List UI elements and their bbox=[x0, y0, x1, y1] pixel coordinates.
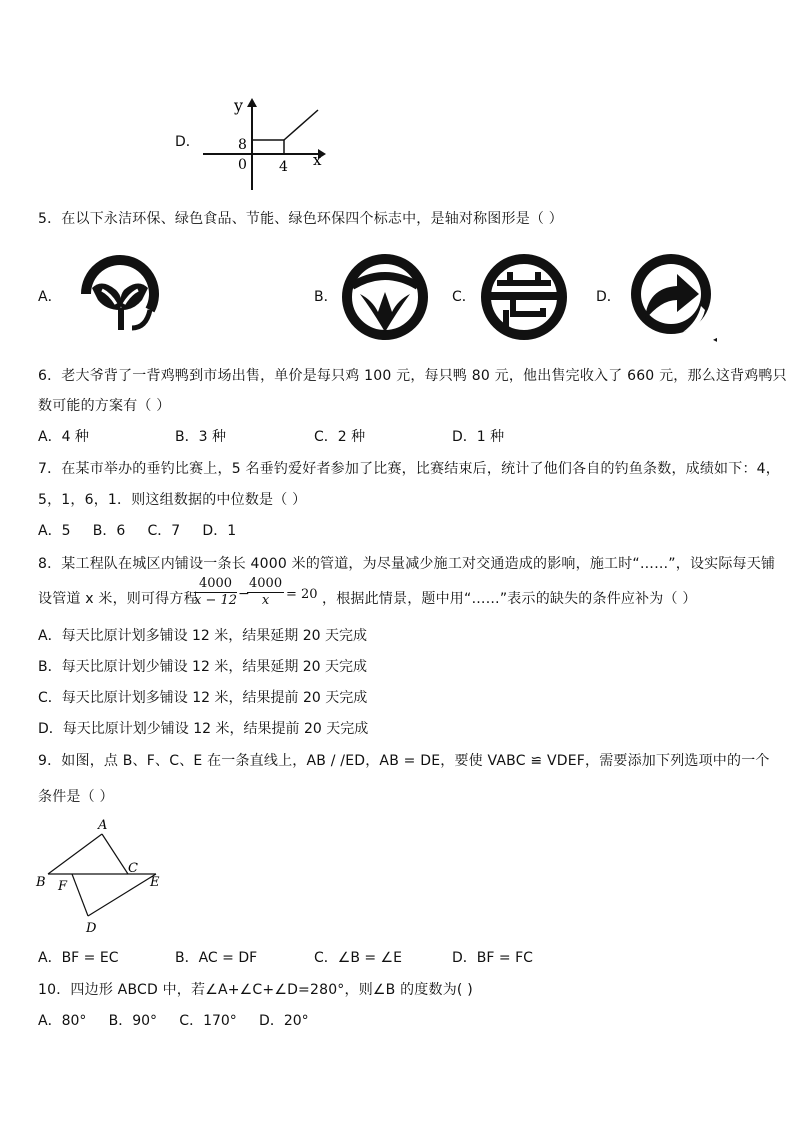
q9-figure bbox=[30, 812, 170, 936]
label-d: D bbox=[86, 921, 97, 936]
q8-fraction-2 bbox=[247, 576, 284, 609]
q8-line2-b: ，根据此情景，题中用“……”表示的缺失的条件应补为（ ） bbox=[322, 591, 697, 607]
q9-line2: 条件是（ ） bbox=[38, 789, 114, 805]
label-b: B bbox=[36, 875, 46, 890]
q9-line1: 9．如图，点 B、F、C、E 在一条直线上，AB / /ED，AB = DE，要使 VABC ≌ VDEF，需要添加下列选项中的一个 bbox=[38, 753, 770, 769]
x-tick-label: 4 bbox=[279, 159, 288, 175]
q9-option-d: D．BF = FC bbox=[452, 950, 533, 966]
q9-option-c: C．∠B = ∠E bbox=[314, 950, 402, 966]
q7-line2: 5，1，6，1．则这组数据的中位数是（ ） bbox=[38, 492, 307, 508]
q5-text: 5．在以下永洁环保、绿色食品、节能、绿色环保四个标志中，是轴对称图形是（ ） bbox=[38, 211, 563, 227]
q6-option-a: A．4 种 bbox=[38, 429, 89, 445]
y-tick-label: 8 bbox=[238, 137, 247, 153]
q8-fraction-1-numerator: 4000 bbox=[194, 576, 237, 593]
x-label: x bbox=[313, 151, 322, 169]
q8-fraction-2-numerator: 4000 bbox=[249, 576, 283, 591]
q5-option-c-label: C． bbox=[452, 289, 476, 305]
q10-text: 10．四边形 ABCD 中，若∠A+∠C+∠D=280°，则∠B 的度数为( ) bbox=[38, 982, 473, 998]
q8-fraction-1 bbox=[194, 576, 237, 609]
q7-line1: 7．在某市举办的垂钓比赛上，5 名垂钓爱好者参加了比赛，比赛结束后，统计了他们各自的钓鱼条数，成绩如下：4， bbox=[38, 461, 780, 477]
label-e: E bbox=[150, 875, 160, 890]
label-f: F bbox=[58, 879, 68, 894]
segment-df bbox=[72, 874, 88, 916]
q5-logo-b bbox=[338, 250, 432, 344]
q5-option-b-label: B． bbox=[314, 289, 338, 305]
label-c: C bbox=[128, 861, 138, 876]
segment-ac bbox=[102, 834, 128, 874]
graph-ray bbox=[284, 110, 318, 140]
svg-text:◂: ◂ bbox=[713, 335, 718, 344]
q8-option-d: D．每天比原计划少铺设 12 米，结果提前 20 天完成 bbox=[38, 721, 369, 737]
q4-option-d-graph bbox=[200, 95, 330, 195]
q8-option-b: B．每天比原计划少铺设 12 米，结果延期 20 天完成 bbox=[38, 659, 368, 675]
q9-option-b: B．AC = DF bbox=[175, 950, 258, 966]
q6-line2: 数可能的方案有（ ） bbox=[38, 398, 171, 414]
q5-option-d-label: D． bbox=[596, 289, 621, 305]
y-axis-arrow bbox=[247, 98, 257, 107]
q6-option-c: C．2 种 bbox=[314, 429, 366, 445]
graph-box bbox=[252, 140, 284, 154]
q8-line2-a: 设管道 x 米，则可得方程 bbox=[38, 591, 198, 607]
q8-equals: = 20 bbox=[286, 587, 318, 602]
q10-options: A．80° B．90° C．170° D．20° bbox=[38, 1013, 309, 1029]
label-a: A bbox=[98, 818, 108, 833]
q8-fraction-2-denominator: x bbox=[261, 593, 270, 608]
q5-logo-c bbox=[477, 250, 571, 344]
segment-ab bbox=[48, 834, 102, 874]
q7-options: A．5 B．6 C．7 D．1 bbox=[38, 523, 237, 539]
q8-line1: 8．某工程队在城区内铺设一条长 4000 米的管道，为尽量减少施工对交通造成的影响，施工时“……”，设实际每天铺 bbox=[38, 556, 776, 572]
q8-option-c: C．每天比原计划多铺设 12 米，结果提前 20 天完成 bbox=[38, 690, 368, 706]
q4-option-d-label: D． bbox=[175, 134, 200, 150]
y-label: y bbox=[234, 96, 244, 115]
q6-line1: 6．老大爷背了一背鸡鸭到市场出售，单价是每只鸡 100 元，每只鸭 80 元，他出售完收入了 660 元，那么这背鸡鸭只 bbox=[38, 368, 787, 384]
q5-logo-a bbox=[72, 248, 168, 340]
q6-option-d: D．1 种 bbox=[452, 429, 505, 445]
q8-fraction-1-denominator: x − 12 bbox=[194, 593, 238, 608]
q6-option-b: B．3 种 bbox=[175, 429, 226, 445]
q5-logo-d bbox=[625, 248, 721, 344]
q9-option-a: A．BF = EC bbox=[38, 950, 119, 966]
segment-ed bbox=[88, 874, 156, 916]
q8-option-a: A．每天比原计划多铺设 12 米，结果延期 20 天完成 bbox=[38, 628, 368, 644]
q5-option-a-label: A． bbox=[38, 289, 62, 305]
q8-minus: − bbox=[238, 586, 250, 602]
origin-label: 0 bbox=[238, 157, 247, 173]
